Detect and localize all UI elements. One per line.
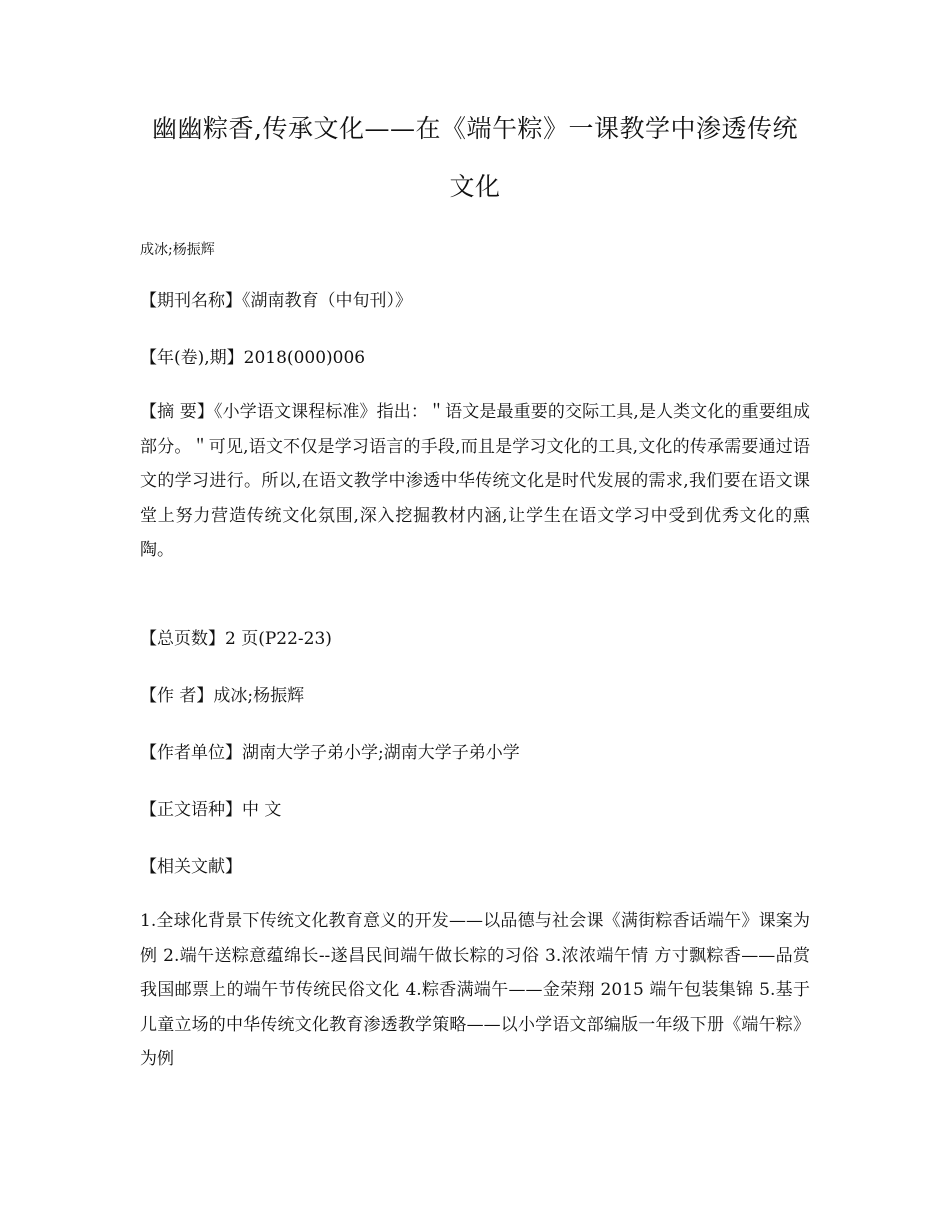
abstract-label: 【摘 要】 xyxy=(140,402,214,422)
abstract-field xyxy=(140,395,810,568)
pages-field xyxy=(140,622,810,656)
language-value: 中 文 xyxy=(242,800,282,820)
journal-value: 《湖南教育（中旬刊）》 xyxy=(242,291,412,311)
affiliation-field xyxy=(140,736,810,770)
journal-label: 【期刊名称】 xyxy=(140,291,242,311)
journal-field xyxy=(140,284,810,318)
affiliation-value: 湖南大学子弟小学;湖南大学子弟小学 xyxy=(242,743,520,763)
volume-label: 【年(卷),期】 xyxy=(140,348,244,368)
references-heading xyxy=(140,850,810,884)
document-title: 幽幽粽香,传承文化——在《端午粽》一课教学中渗透传统文化 xyxy=(152,114,798,201)
author-value: 成冰;杨振辉 xyxy=(213,686,305,706)
pages-value: 2 页(P22-23) xyxy=(225,629,332,649)
references-list: 1.全球化背景下传统文化教育意义的开发——以品德与社会课《满街粽香话端午》课案为例 2.端午送粽意蕴绵长--遂昌民间端午做长粽的习俗 3.浓浓端午情 方寸飘粽香——品赏我国邮票上的端午节传统民俗文化 4.粽香满端午——金荣翔 2015 端午包装集锦 5.基于儿童立场的中华传统文化教育渗透教学策略——以小学语文部编版一年级下册《端午粽》为例 xyxy=(140,911,810,1069)
language-label: 【正文语种】 xyxy=(140,800,242,820)
abstract-value: 《小学语文课程标准》指出：＂语文是最重要的交际工具,是人类文化的重要组成部分。＂可见,语文不仅是学习语言的手段,而且是学习文化的工具,文化的传承需要通过语文的学习进行。所以,在语文教学中渗透中华传统文化是时代发展的需求,我们要在语文课堂上努力营造传统文化氛围,深入挖掘教材内涵,让学生在语文学习中受到优秀文化的熏陶。 xyxy=(140,402,811,560)
references-label: 【相关文献】 xyxy=(140,857,242,877)
volume-field xyxy=(140,341,810,375)
affiliation-label: 【作者单位】 xyxy=(140,743,242,763)
pages-label: 【总页数】 xyxy=(140,629,225,649)
author-label: 【作 者】 xyxy=(140,686,214,706)
language-field xyxy=(140,793,810,827)
author-byline: 成冰;杨振辉 xyxy=(140,242,215,258)
volume-value: 2018(000)006 xyxy=(243,348,366,368)
author-field xyxy=(140,679,810,713)
